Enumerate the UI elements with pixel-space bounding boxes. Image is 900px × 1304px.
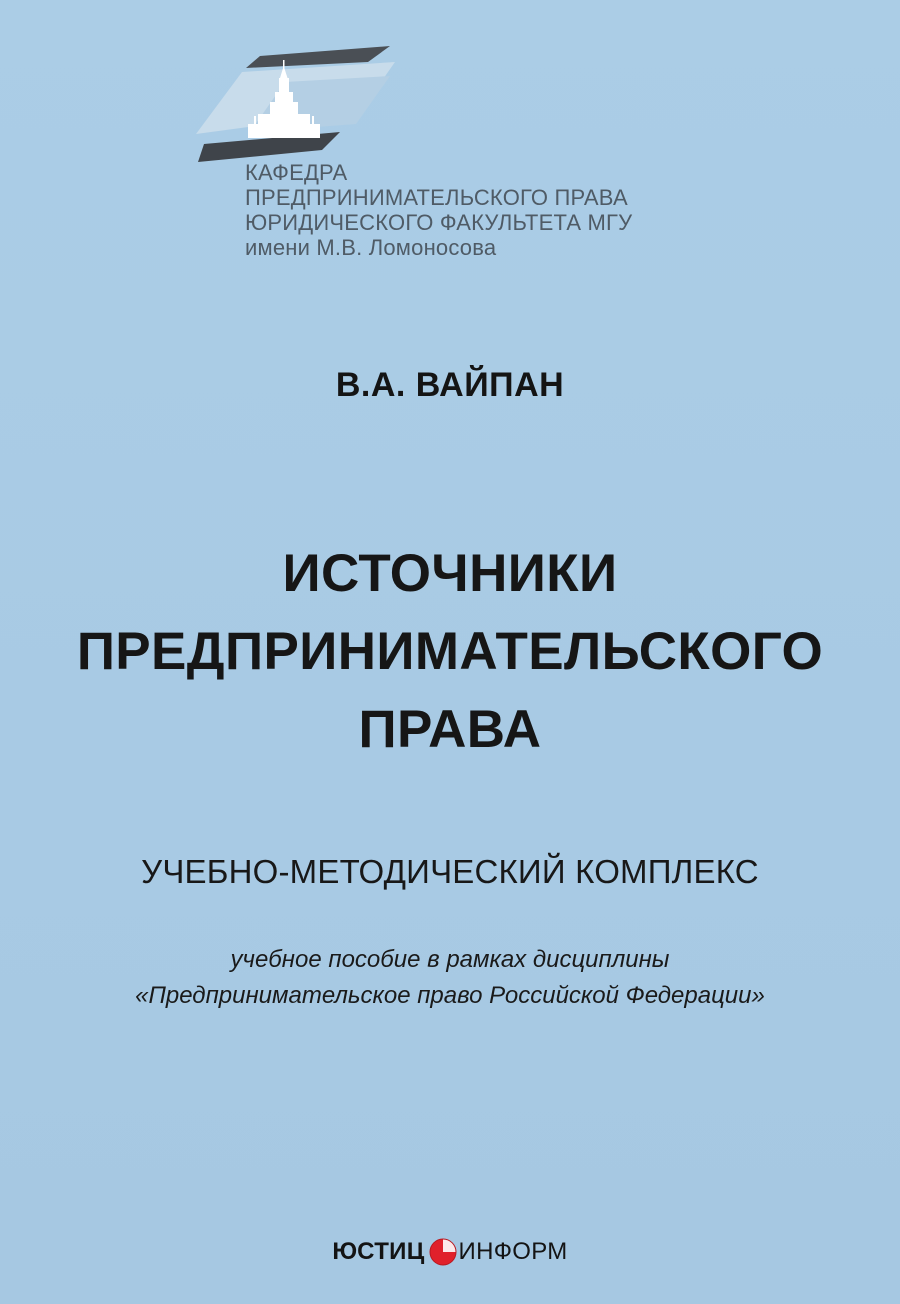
department-line-3: ЮРИДИЧЕСКОГО ФАКУЛЬТЕТА МГУ — [245, 210, 633, 235]
title-line-2: ПРЕДПРИНИМАТЕЛЬСКОГО — [76, 622, 824, 681]
publisher-name-part-1: ЮСТИЦ — [332, 1238, 425, 1265]
msu-building-logo-icon — [190, 42, 405, 167]
author-name: В.А. ВАЙПАН — [335, 366, 565, 404]
red-circle-mark-icon — [429, 1238, 457, 1266]
title-line-1: ИСТОЧНИКИ — [282, 544, 618, 603]
title-line-3: ПРАВА — [358, 700, 542, 759]
description-line-2: «Предпринимательское право Российской Федерации» — [135, 982, 765, 1009]
department-line-4: имени М.В. Ломоносова — [245, 235, 497, 260]
department-line-2: ПРЕДПРИНИМАТЕЛЬСКОГО ПРАВА — [245, 185, 628, 210]
book-subtitle: УЧЕБНО-МЕТОДИЧЕСКИЙ КОМПЛЕКС — [141, 853, 759, 890]
book-description — [0, 942, 900, 1014]
book-title — [0, 535, 900, 769]
department-line-1: КАФЕДРА — [245, 160, 348, 185]
publisher-name-part-2: ИНФОРМ — [458, 1238, 568, 1265]
publisher-logo — [0, 1238, 900, 1266]
description-line-1: учебное пособие в рамках дисциплины — [230, 946, 670, 973]
department-block — [245, 160, 632, 260]
